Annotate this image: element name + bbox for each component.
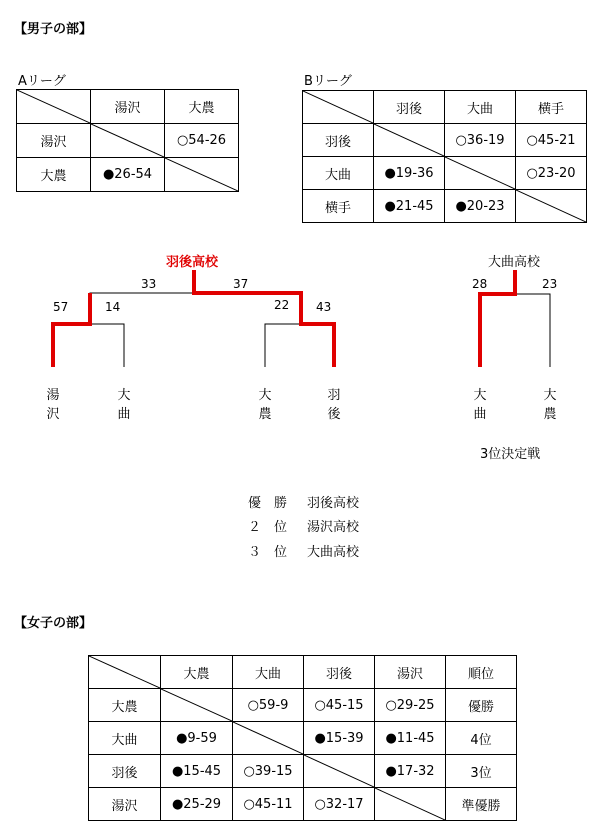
girls-self-cell <box>233 722 304 755</box>
girls-corner-cell <box>89 656 161 689</box>
girls-result-cell: ●9-59 <box>161 722 233 755</box>
girls-result-cell: ●15-39 <box>304 722 375 755</box>
girls-result-cell: ●17-32 <box>375 755 446 788</box>
third-team-omagari <box>472 386 488 424</box>
champion-label: 羽後高校 <box>166 255 219 270</box>
league-b-corner-cell <box>303 91 374 124</box>
semi1-left-score: 57 <box>53 300 69 314</box>
girls-rank-cell: 準優勝 <box>446 788 517 821</box>
league-a-corner-cell <box>17 90 91 124</box>
league-a-col-header: 湯沢 <box>91 90 165 124</box>
team-name: 大 農 <box>543 388 557 422</box>
girls-result-cell: ○39-15 <box>233 755 304 788</box>
girls-row-header: 湯沢 <box>89 788 161 821</box>
team-name: 大 曲 <box>117 388 131 422</box>
girls-result-cell: ○29-25 <box>375 689 446 722</box>
standing-team: 湯沢高校 <box>307 520 360 535</box>
bracket-team-dainou <box>257 386 273 424</box>
standing-rank: ３ 位 <box>248 545 288 560</box>
league-a-self-cell <box>91 124 165 158</box>
league-a-self-cell <box>165 158 239 192</box>
team-name: 湯 沢 <box>46 388 60 422</box>
league-a-label: Aリーグ <box>18 74 66 89</box>
league-b-self-cell <box>516 190 587 223</box>
girls-col-header: 大農 <box>161 656 233 689</box>
girls-result-cell: ○32-17 <box>304 788 375 821</box>
league-b-result-cell: ○36-19 <box>445 124 516 157</box>
bracket-team-omagari <box>116 386 132 424</box>
final-left-score: 33 <box>141 277 157 291</box>
league-b-label: Bリーグ <box>304 74 352 89</box>
third-place-winner-label: 大曲高校 <box>488 255 541 270</box>
girls-self-cell <box>375 788 446 821</box>
girls-col-header: 羽後 <box>304 656 375 689</box>
league-a-row-header: 湯沢 <box>17 124 91 158</box>
girls-result-cell: ○45-11 <box>233 788 304 821</box>
league-b-row-header: 大曲 <box>303 157 374 190</box>
league-b-result-cell: ●20-23 <box>445 190 516 223</box>
girls-table <box>88 655 517 821</box>
bracket-team-yuzawa <box>45 386 61 424</box>
third-team-dainou <box>542 386 558 424</box>
boys-heading: 【男子の部】 <box>14 22 93 37</box>
semi2-left-score: 22 <box>274 298 290 312</box>
semi1-black-line <box>90 324 124 367</box>
girls-rank-cell: 優勝 <box>446 689 517 722</box>
standing-team: 羽後高校 <box>307 496 360 511</box>
league-a-row-header: 大農 <box>17 158 91 192</box>
girls-rank-cell: 3位 <box>446 755 517 788</box>
league-b-col-header: 大曲 <box>445 91 516 124</box>
third-right-score: 23 <box>542 277 558 291</box>
league-b-self-cell <box>445 157 516 190</box>
final-winner-line <box>194 270 334 367</box>
league-b-result-cell: ○45-21 <box>516 124 587 157</box>
final-right-score: 37 <box>233 277 249 291</box>
league-a-table <box>16 89 239 192</box>
standing-team: 大曲高校 <box>307 545 360 560</box>
semi1-right-score: 14 <box>105 300 121 314</box>
league-b-col-header: 横手 <box>516 91 587 124</box>
girls-result-cell: ○59-9 <box>233 689 304 722</box>
semi2-black-line <box>265 324 301 367</box>
team-name: 大 曲 <box>473 388 487 422</box>
league-b-self-cell <box>374 124 445 157</box>
girls-result-cell: ●15-45 <box>161 755 233 788</box>
girls-result-cell: ○45-15 <box>304 689 375 722</box>
team-name: 羽 後 <box>327 388 341 422</box>
standing-rank: 優 勝 <box>248 496 288 511</box>
girls-diagonal-cell <box>161 689 233 722</box>
girls-result-cell: ●11-45 <box>375 722 446 755</box>
girls-row-header: 羽後 <box>89 755 161 788</box>
third-black-line <box>515 294 550 367</box>
league-a-col-header: 大農 <box>165 90 239 124</box>
league-b-table <box>302 90 587 223</box>
girls-col-header: 湯沢 <box>375 656 446 689</box>
league-b-result-cell: ○23-20 <box>516 157 587 190</box>
girls-row-header: 大曲 <box>89 722 161 755</box>
bracket-team-ugo <box>326 386 342 424</box>
semi2-right-score: 43 <box>316 300 332 314</box>
league-b-row-header: 羽後 <box>303 124 374 157</box>
girls-row-header: 大農 <box>89 689 161 722</box>
league-b-col-header: 羽後 <box>374 91 445 124</box>
league-b-result-cell: ●21-45 <box>374 190 445 223</box>
girls-self-cell <box>304 755 375 788</box>
third-place-caption: 3位決定戦 <box>480 447 541 462</box>
third-left-score: 28 <box>472 277 488 291</box>
girls-result-cell: ●25-29 <box>161 788 233 821</box>
bracket-red-lines <box>53 270 515 367</box>
league-a-result-cell: ○54-26 <box>165 124 239 158</box>
girls-heading: 【女子の部】 <box>14 616 93 631</box>
girls-rank-header: 順位 <box>446 656 517 689</box>
standing-rank: ２ 位 <box>248 520 288 535</box>
girls-rank-cell: 4位 <box>446 722 517 755</box>
league-b-result-cell: ●19-36 <box>374 157 445 190</box>
league-b-row-header: 横手 <box>303 190 374 223</box>
team-name: 大 農 <box>258 388 272 422</box>
league-a-result-cell: ●26-54 <box>91 158 165 192</box>
girls-col-header: 大曲 <box>233 656 304 689</box>
